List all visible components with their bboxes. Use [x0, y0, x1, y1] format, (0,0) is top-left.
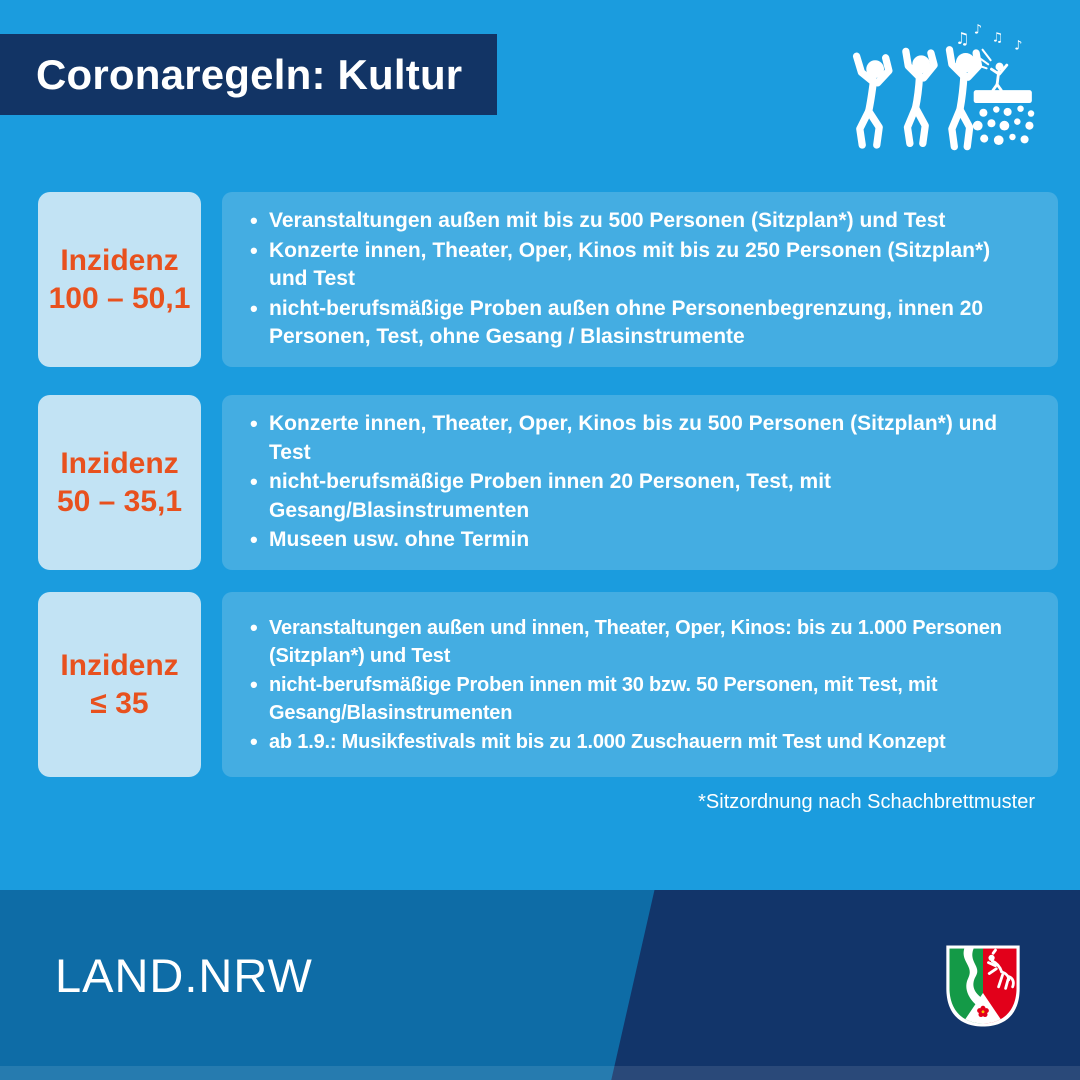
- title-banner: [0, 34, 497, 115]
- incidence-row-100-50: [38, 192, 1058, 367]
- incidence-row-below-35: [38, 592, 1058, 777]
- incidence-label: Inzidenz: [60, 649, 179, 682]
- incidence-label: Inzidenz: [60, 244, 179, 277]
- incidence-range: ≤ 35: [90, 686, 149, 720]
- rules-list: [246, 613, 1034, 757]
- incidence-box-below-35: [38, 592, 201, 777]
- incidence-box-100-50: [38, 192, 201, 367]
- incidence-label: Inzidenz: [60, 447, 179, 480]
- rules-panel-50-35: [222, 395, 1058, 570]
- footnote: *Sitzordnung nach Schachbrettmuster: [698, 791, 1035, 813]
- incidence-range: 100 – 50,1: [48, 281, 191, 315]
- page-title: Coronaregeln: Kultur: [36, 50, 463, 98]
- rules-panel-below-35: [222, 592, 1058, 777]
- incidence-box-50-35: [38, 395, 201, 570]
- concert-dancers-icon: [838, 6, 1048, 171]
- land-nrw-logo: LAND.NRW: [55, 949, 313, 1002]
- rule-item: • nicht-berufsmäßige Proben innen mit 30 bzw. 50 Personen, mit Test, mit Gesang/Blasinstrumenten: [246, 671, 1034, 727]
- rule-item: • Veranstaltungen außen mit bis zu 500 Personen (Sitzplan*) und Test: [246, 207, 1034, 236]
- rules-list: [246, 206, 1034, 353]
- svg-text:♫: ♫: [991, 30, 1004, 46]
- rules-panel-100-50: [222, 192, 1058, 367]
- rules-list: [246, 409, 1034, 556]
- rule-item: • Veranstaltungen außen und innen, Theater, Oper, Kinos: bis zu 1.000 Personen (Sitzplan*) und Test: [246, 614, 1034, 670]
- rule-item: • Museen usw. ohne Termin: [246, 526, 1034, 555]
- svg-text:♪: ♪: [1014, 38, 1023, 54]
- rule-item: • Konzerte innen, Theater, Oper, Kinos mit bis zu 250 Personen (Sitzplan*) und Test: [246, 237, 1034, 294]
- rule-item: • Konzerte innen, Theater, Oper, Kinos bis zu 500 Personen (Sitzplan*) und Test: [246, 410, 1034, 467]
- footer: [0, 890, 1080, 1080]
- rule-item: • nicht-berufsmäßige Proben innen 20 Personen, Test, mit Gesang/Blasinstrumenten: [246, 468, 1034, 525]
- nrw-coat-of-arms-icon: [944, 943, 1022, 1029]
- rule-item: • nicht-berufsmäßige Proben außen ohne Personenbegrenzung, innen 20 Personen, Test, ohne Gesang / Blasinstrumente: [246, 295, 1034, 352]
- incidence-range: 50 – 35,1: [56, 484, 183, 518]
- footer-bottom-strip: [0, 1066, 1080, 1080]
- svg-text:♪: ♪: [973, 22, 982, 38]
- incidence-row-50-35: [38, 395, 1058, 570]
- svg-text:♫: ♫: [955, 29, 970, 49]
- rule-item: • ab 1.9.: Musikfestivals mit bis zu 1.000 Zuschauern mit Test und Konzept: [246, 728, 1034, 756]
